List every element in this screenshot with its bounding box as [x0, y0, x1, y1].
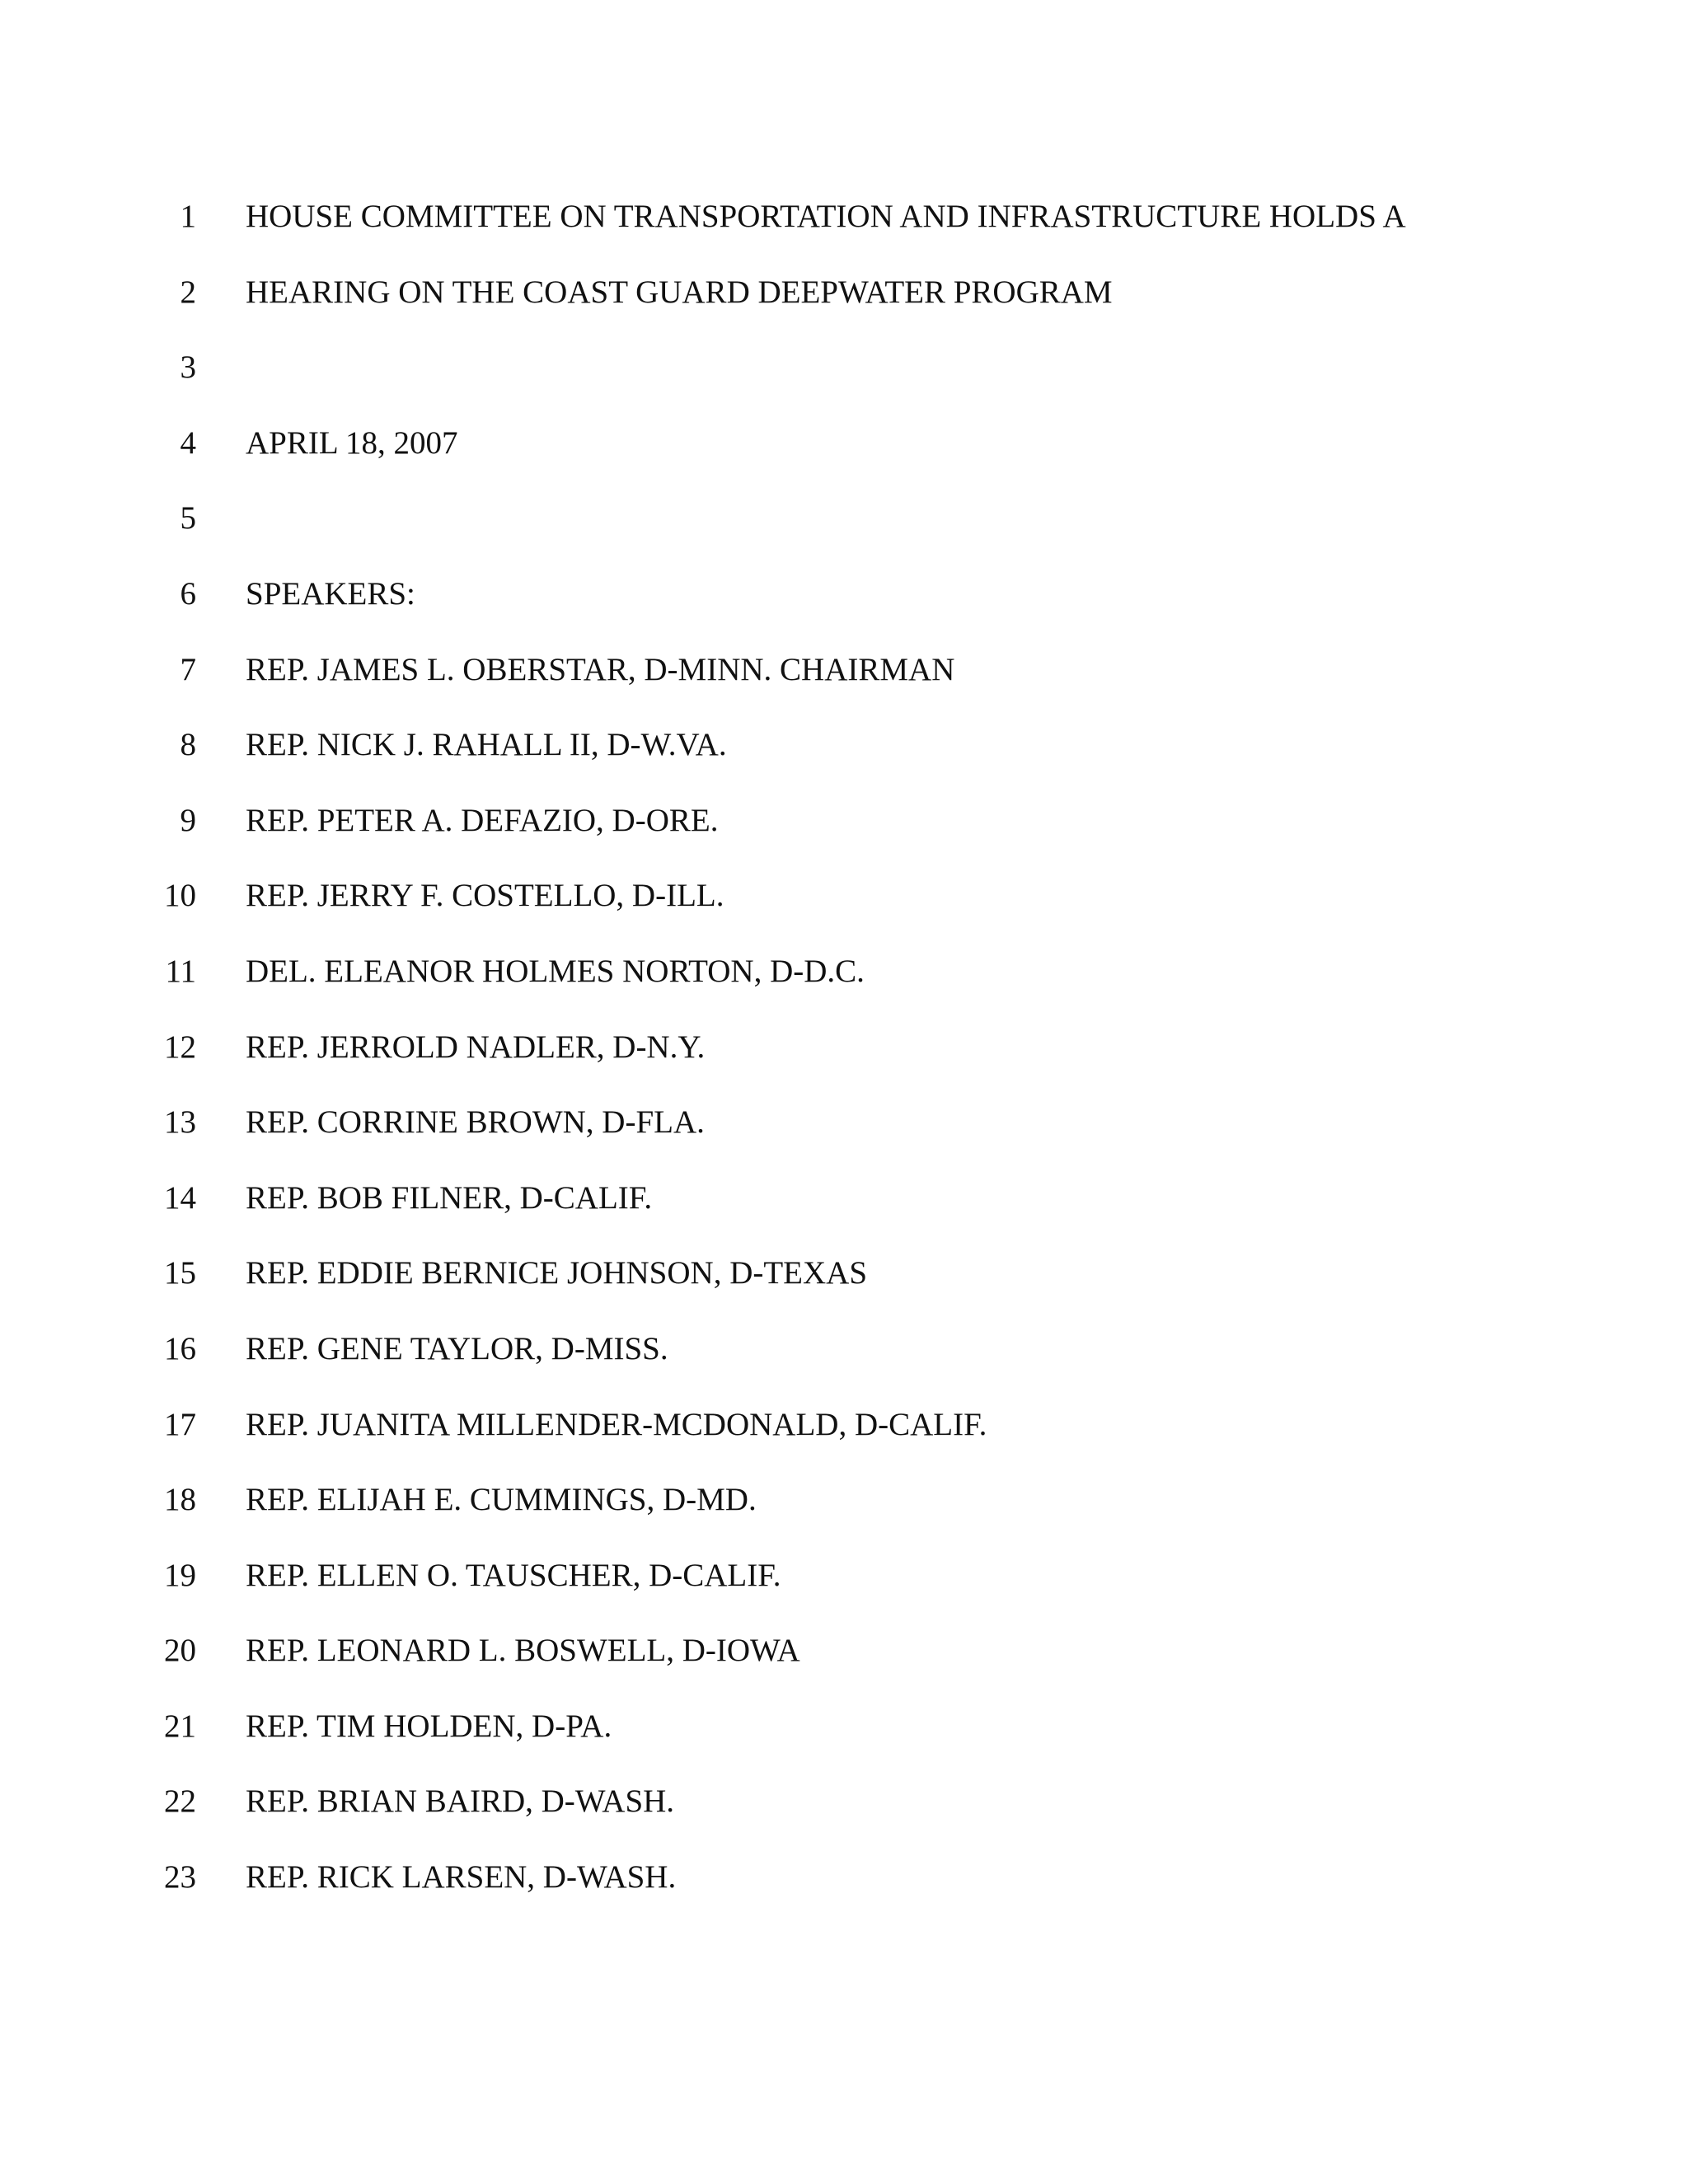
line-text: REP. EDDIE BERNICE JOHNSON, D-TEXAS	[246, 1255, 868, 1291]
line-number: 22	[164, 1783, 196, 1820]
line-text: REP. ELLEN O. TAUSCHER, D-CALIF.	[246, 1557, 781, 1593]
line-number: 19	[164, 1557, 196, 1593]
line-text: REP. BOB FILNER, D-CALIF.	[246, 1179, 653, 1216]
line-text: REP. JUANITA MILLENDER-MCDONALD, D-CALIF.	[246, 1406, 987, 1442]
line-number: 23	[164, 1859, 196, 1896]
line-5	[0, 490, 1688, 565]
line-number: 1	[180, 199, 196, 234]
line-12	[0, 1019, 1688, 1094]
line-11	[0, 943, 1688, 1019]
line-text: REP. BRIAN BAIRD, D-WASH.	[246, 1783, 675, 1820]
line-text: DEL. ELEANOR HOLMES NORTON, D-D.C.	[246, 953, 865, 989]
line-text: APRIL 18, 2007	[246, 424, 458, 461]
line-text: HEARING ON THE COAST GUARD DEEPWATER PROGRAM	[246, 274, 1113, 310]
line-number: 3	[180, 349, 196, 386]
line-15	[0, 1244, 1688, 1320]
line-20	[0, 1622, 1688, 1698]
line-text: REP. TIM HOLDEN, D-PA.	[246, 1708, 612, 1744]
line-list	[0, 188, 1688, 1924]
line-number: 6	[180, 575, 196, 612]
line-number: 17	[164, 1406, 196, 1442]
line-text: REP. CORRINE BROWN, D-FLA.	[246, 1104, 705, 1141]
line-14	[0, 1169, 1688, 1245]
line-number: 13	[164, 1104, 196, 1141]
line-text: REP. GENE TAYLOR, D-MISS.	[246, 1330, 668, 1366]
line-1	[0, 188, 1688, 264]
line-text: SPEAKERS:	[246, 575, 415, 612]
line-number: 15	[164, 1255, 196, 1291]
line-16	[0, 1320, 1688, 1396]
line-19	[0, 1547, 1688, 1623]
line-2	[0, 264, 1688, 340]
line-23	[0, 1849, 1688, 1924]
line-3	[0, 339, 1688, 415]
line-text: REP. JERROLD NADLER, D-N.Y.	[246, 1029, 706, 1065]
line-number: 7	[180, 651, 196, 687]
line-22	[0, 1773, 1688, 1849]
line-number: 2	[180, 274, 196, 310]
line-4	[0, 415, 1688, 490]
line-8	[0, 716, 1688, 792]
line-number: 20	[164, 1633, 196, 1669]
line-text: REP. RICK LARSEN, D-WASH.	[246, 1859, 677, 1896]
line-number: 18	[164, 1482, 196, 1518]
line-text: REP. LEONARD L. BOSWELL, D-IOWA	[246, 1633, 800, 1669]
line-7	[0, 641, 1688, 717]
line-number: 9	[180, 802, 196, 838]
line-number: 16	[164, 1330, 196, 1366]
line-18	[0, 1471, 1688, 1547]
line-number: 14	[164, 1179, 196, 1216]
line-13	[0, 1094, 1688, 1169]
line-number: 11	[165, 953, 196, 989]
line-number: 21	[164, 1708, 196, 1744]
line-number: 12	[164, 1029, 196, 1065]
line-text: REP. PETER A. DEFAZIO, D-ORE.	[246, 802, 719, 838]
line-text: HOUSE COMMITTEE ON TRANSPORTATION AND INFRASTRUCTURE HOLDS A	[246, 199, 1406, 234]
line-text: REP. JERRY F. COSTELLO, D-ILL.	[246, 878, 724, 914]
line-text: REP. ELIJAH E. CUMMINGS, D-MD.	[246, 1482, 757, 1518]
line-10	[0, 867, 1688, 943]
line-9	[0, 792, 1688, 868]
line-number: 5	[180, 500, 196, 537]
line-number: 10	[164, 878, 196, 914]
line-6	[0, 565, 1688, 641]
line-number: 4	[180, 424, 196, 461]
line-21	[0, 1698, 1688, 1774]
line-text: REP. NICK J. RAHALL II, D-W.VA.	[246, 727, 727, 763]
line-17	[0, 1396, 1688, 1472]
line-number: 8	[180, 727, 196, 763]
line-text: REP. JAMES L. OBERSTAR, D-MINN. CHAIRMAN	[246, 651, 955, 687]
